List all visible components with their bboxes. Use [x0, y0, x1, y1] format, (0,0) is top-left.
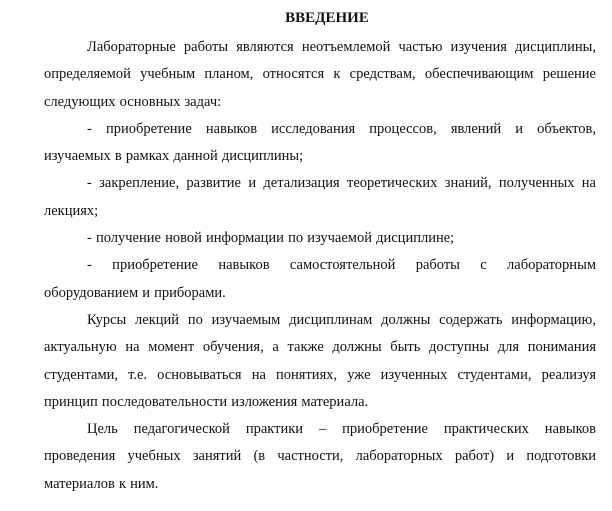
list-item-research-skills: - приобретение навыков исследования процессов, явлений и объектов, изучаемых в рамках данной дисциплины;: [44, 120, 596, 165]
list-item-new-information: - получение новой информации по изучаемой дисциплине;: [87, 230, 455, 247]
paragraph-lecture-courses: Курсы лекций по изучаемым дисциплинам должны содержать информацию, актуальную на момент обучения, а также должны быть доступны для понимания студентами, т.е. основываться на понятиях, уже изученных студентами, реализуя принцип последовательности изложения материала.: [44, 311, 596, 410]
paragraph-intro: Лабораторные работы являются неотъемлемой частью изучения дисциплины, определяемой учебным планом, относятся к средствам, обеспечивающим решение следующих основных задач:: [44, 39, 596, 110]
document-title: ВВЕДЕНИЕ: [285, 10, 369, 26]
list-item-consolidation: - закрепление, развитие и детализация теоретических знаний, полученных на лекциях;: [44, 175, 596, 219]
paragraph-practice-goal: Цель педагогической практики – приобретение практических навыков проведения учебных занятий (в частности, лабораторных работ) и подготовки материалов к ним.: [44, 421, 596, 492]
document-page: [44, 8, 596, 498]
list-item-independent-work: - приобретение навыков самостоятельной работы с лабораторным оборудованием и приборами.: [44, 257, 596, 301]
